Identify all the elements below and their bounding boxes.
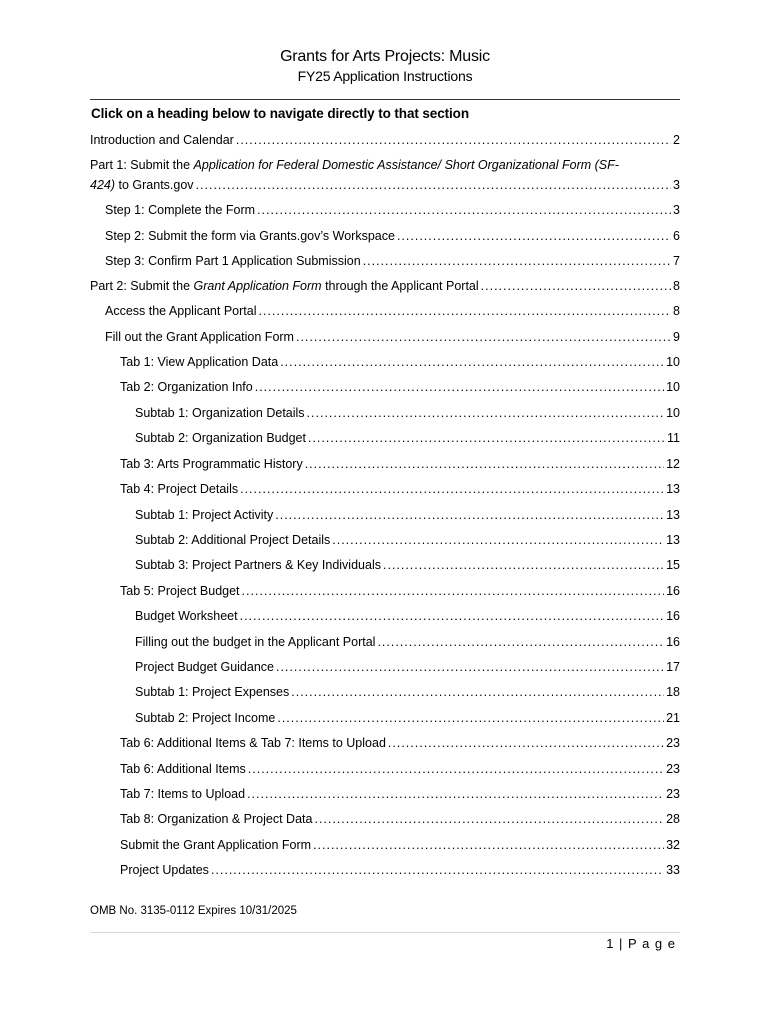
toc-leader bbox=[332, 530, 664, 550]
toc-leader bbox=[313, 835, 664, 855]
toc-page-number: 23 bbox=[666, 787, 680, 801]
toc-label: Part 1: Submit the bbox=[90, 158, 194, 172]
toc-leader bbox=[247, 784, 664, 804]
toc-leader bbox=[388, 733, 664, 753]
toc-label: Submit the Grant Application Form bbox=[120, 838, 312, 852]
toc-link-subtab-expenses[interactable] bbox=[135, 682, 680, 702]
toc-label: Subtab 3: Project Partners & Key Individuals bbox=[135, 558, 381, 572]
toc-page-number: 15 bbox=[666, 558, 680, 572]
toc-label: Tab 6: Additional Items bbox=[120, 762, 246, 776]
toc-leader bbox=[377, 632, 664, 652]
toc-label: Step 2: Submit the form via Grants.gov’s Workspace bbox=[105, 229, 395, 243]
toc-leader bbox=[363, 251, 671, 271]
toc-link-budget-portal[interactable] bbox=[135, 632, 680, 652]
toc-page-number: 17 bbox=[666, 660, 680, 674]
toc-leader bbox=[296, 327, 671, 347]
toc-link-part-2[interactable] bbox=[90, 276, 680, 296]
toc-page-number: 16 bbox=[666, 635, 680, 649]
toc-leader bbox=[397, 226, 671, 246]
toc-page-number: 7 bbox=[673, 254, 680, 268]
toc-page-number: 2 bbox=[673, 133, 680, 147]
toc-link-subtab-additional-details[interactable] bbox=[135, 530, 680, 550]
toc-link-subtab-project-activity[interactable] bbox=[135, 505, 680, 525]
toc-leader bbox=[242, 581, 665, 601]
toc-link-subtab-partners[interactable] bbox=[135, 555, 680, 575]
toc-link-subtab-org-budget[interactable] bbox=[135, 428, 680, 448]
toc-page-number: 33 bbox=[666, 863, 680, 877]
toc-label: Step 1: Complete the Form bbox=[105, 203, 256, 217]
toc-label: Tab 8: Organization & Project Data bbox=[120, 812, 313, 826]
toc-link-access-portal[interactable] bbox=[105, 301, 680, 321]
toc-link-part-1[interactable] bbox=[90, 155, 680, 195]
toc-label: Budget Worksheet bbox=[135, 609, 238, 623]
toc-label: Tab 5: Project Budget bbox=[120, 584, 240, 598]
toc-leader bbox=[248, 759, 664, 779]
page-number: 1 | P a g e bbox=[606, 936, 676, 951]
toc-label: Subtab 1: Organization Details bbox=[135, 406, 305, 420]
omb-notice: OMB No. 3135-0112 Expires 10/31/2025 bbox=[90, 905, 297, 917]
toc-page-number: 3 bbox=[673, 203, 680, 217]
toc-label-italic: 424) bbox=[90, 178, 116, 192]
toc-link-subtab-org-details[interactable] bbox=[135, 403, 680, 423]
toc-label: Subtab 2: Additional Project Details bbox=[135, 533, 331, 547]
toc-page-number: 32 bbox=[666, 838, 680, 852]
toc-page-number: 21 bbox=[666, 711, 680, 725]
toc-page-number: 13 bbox=[666, 533, 680, 547]
toc-label: Access the Applicant Portal bbox=[105, 304, 257, 318]
toc-label: Part 2: Submit the Grant Application Form through the Applicant Portal bbox=[90, 279, 479, 293]
toc-page-number: 8 bbox=[673, 279, 680, 293]
toc-link-submit-form[interactable] bbox=[120, 835, 680, 855]
toc-page-number: 10 bbox=[666, 380, 680, 394]
toc-link-step-3[interactable] bbox=[105, 251, 680, 271]
toc-leader bbox=[275, 505, 664, 525]
toc-link-project-updates[interactable] bbox=[120, 860, 680, 880]
toc-label: to Grants.gov bbox=[115, 178, 194, 192]
toc-leader bbox=[258, 301, 671, 321]
document-subtitle: FY25 Application Instructions bbox=[297, 68, 473, 84]
toc-label: Tab 2: Organization Info bbox=[120, 380, 253, 394]
toc-label: Subtab 1: Project Expenses bbox=[135, 685, 290, 699]
toc-page-number: 8 bbox=[673, 304, 680, 318]
toc-page-number: 6 bbox=[673, 229, 680, 243]
toc-page-number: 13 bbox=[666, 508, 680, 522]
toc-leader bbox=[236, 130, 671, 150]
toc-label: Project Budget Guidance bbox=[135, 660, 274, 674]
toc-link-tab-3[interactable] bbox=[120, 454, 680, 474]
toc-leader bbox=[240, 606, 664, 626]
toc-leader bbox=[308, 428, 665, 448]
toc-page-number: 12 bbox=[666, 457, 680, 471]
toc-leader bbox=[305, 454, 664, 474]
toc-label-italic: Application for Federal Domestic Assistance/ Short Organizational Form (SF- bbox=[193, 158, 619, 172]
toc-page-number: 23 bbox=[666, 736, 680, 750]
toc-leader bbox=[240, 479, 664, 499]
toc-link-tab-2[interactable] bbox=[120, 377, 680, 397]
toc-leader bbox=[255, 377, 664, 397]
toc-heading: Click on a heading below to navigate directly to that section bbox=[91, 106, 469, 121]
toc-page-number: 18 bbox=[666, 685, 680, 699]
toc-link-tab-5[interactable] bbox=[120, 581, 680, 601]
toc-label-line-2 bbox=[90, 175, 680, 195]
toc-leader bbox=[307, 403, 665, 423]
toc-page-number: 16 bbox=[666, 609, 680, 623]
toc-label: Project Updates bbox=[120, 863, 209, 877]
toc-page-number: 10 bbox=[666, 406, 680, 420]
toc-leader bbox=[257, 200, 671, 220]
toc-link-tab-6[interactable] bbox=[120, 759, 680, 779]
toc-label-line-1 bbox=[90, 155, 680, 175]
toc-label: Tab 4: Project Details bbox=[120, 482, 239, 496]
toc-link-budget-guidance[interactable] bbox=[135, 657, 680, 677]
document-title: Grants for Arts Projects: Music bbox=[280, 48, 490, 65]
toc-leader bbox=[481, 276, 671, 296]
toc-page-number: 28 bbox=[666, 812, 680, 826]
toc-leader bbox=[211, 860, 664, 880]
toc-link-step-2[interactable] bbox=[105, 226, 680, 246]
toc-page-number: 16 bbox=[666, 584, 680, 598]
toc-page-number: 9 bbox=[673, 330, 680, 344]
toc-label: Step 3: Confirm Part 1 Application Submission bbox=[105, 254, 361, 268]
toc-label: Tab 6: Additional Items & Tab 7: Items to Upload bbox=[120, 736, 386, 750]
toc-label: Subtab 2: Project Income bbox=[135, 711, 276, 725]
toc-link-tab-8[interactable] bbox=[120, 809, 680, 829]
toc-leader bbox=[280, 352, 664, 372]
toc-page-number: 11 bbox=[667, 431, 680, 445]
toc-leader bbox=[314, 809, 664, 829]
toc-label: Tab 3: Arts Programmatic History bbox=[120, 457, 303, 471]
footer-divider bbox=[90, 932, 680, 933]
toc-leader bbox=[276, 657, 664, 677]
toc-leader bbox=[383, 555, 664, 575]
toc-link-tab-4[interactable] bbox=[120, 479, 680, 499]
toc-link-fill-out-form[interactable] bbox=[105, 327, 680, 347]
toc-label: Subtab 2: Organization Budget bbox=[135, 431, 306, 445]
toc-link-tab-6-7[interactable] bbox=[120, 733, 680, 753]
toc-link-subtab-income[interactable] bbox=[135, 708, 680, 728]
toc-link-introduction[interactable] bbox=[90, 130, 680, 150]
toc-page-number: 3 bbox=[673, 178, 680, 192]
toc-page-number: 23 bbox=[666, 762, 680, 776]
toc-leader bbox=[277, 708, 664, 728]
toc-label: Filling out the budget in the Applicant Portal bbox=[135, 635, 376, 649]
toc-link-tab-7[interactable] bbox=[120, 784, 680, 804]
toc-label: Introduction and Calendar bbox=[90, 133, 234, 147]
toc-page-number: 10 bbox=[666, 355, 680, 369]
toc-label: Fill out the Grant Application Form bbox=[105, 330, 294, 344]
toc-link-step-1[interactable] bbox=[105, 200, 680, 220]
toc-label: Subtab 1: Project Activity bbox=[135, 508, 274, 522]
toc-link-budget-worksheet[interactable] bbox=[135, 606, 680, 626]
toc-label: Tab 7: Items to Upload bbox=[120, 787, 246, 801]
toc-label: Tab 1: View Application Data bbox=[120, 355, 279, 369]
toc-link-tab-1[interactable] bbox=[120, 352, 680, 372]
toc-leader bbox=[196, 175, 672, 195]
toc-page-number: 13 bbox=[666, 482, 680, 496]
toc-leader bbox=[291, 682, 664, 702]
